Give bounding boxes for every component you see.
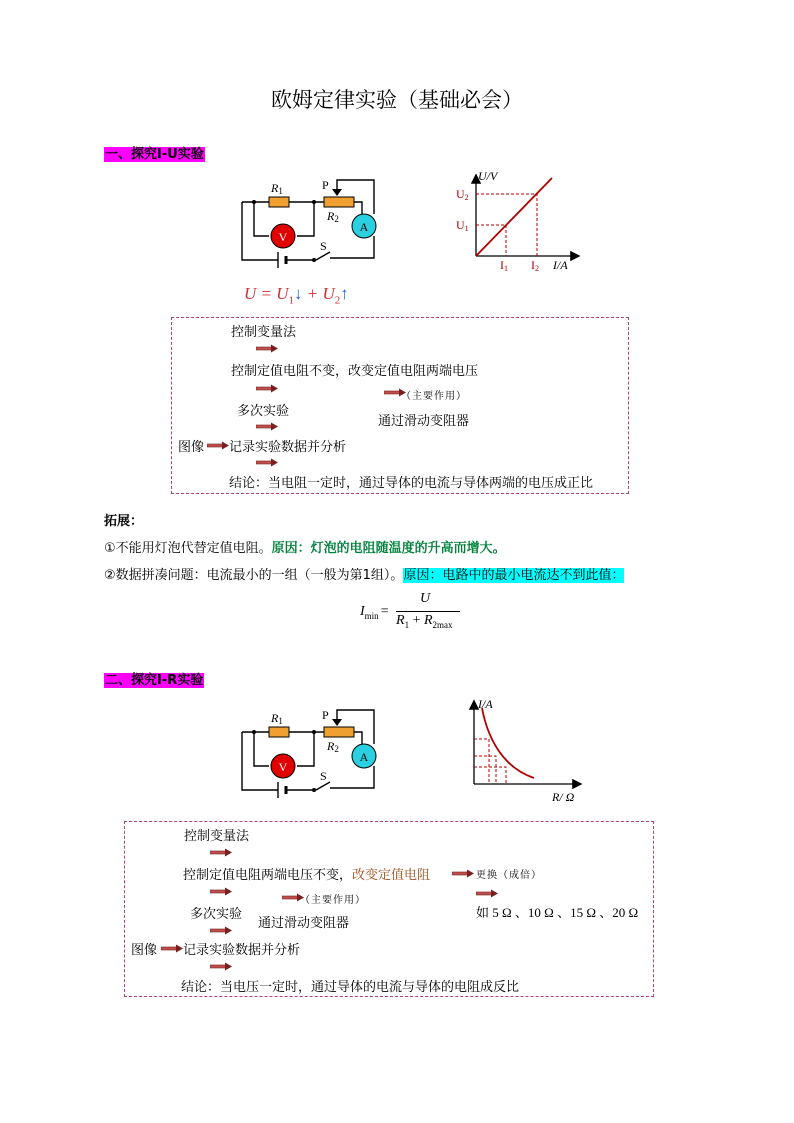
- arrow-icon: [210, 887, 232, 896]
- ext-heading: 拓展：: [104, 514, 144, 529]
- ext-point2: ②数据拼凑问题：电流最小的一组（一般为第1组）。原因：电路中的最小电流达不到此值：: [104, 568, 625, 583]
- arrow-icon: [256, 344, 278, 353]
- slider-p-label: P: [322, 708, 329, 722]
- graph2-ylabel: I/A: [478, 697, 493, 711]
- section1-heading: 一、探究I-U实验: [105, 147, 204, 162]
- box2-line4: 记录实验数据并分析: [183, 943, 301, 958]
- box2-line2: 控制定值电阻两端电压不变，改变定值电阻: [183, 868, 431, 883]
- box1-line3: 多次实验: [237, 404, 290, 419]
- arrow-icon: [256, 384, 278, 393]
- ammeter-label: A: [359, 220, 369, 234]
- r2-label: R2: [327, 209, 339, 224]
- r1-label: R1: [271, 181, 283, 196]
- slider-p-label: P: [322, 178, 329, 192]
- box1-conclusion: 结论：当电阻一定时，通过导体的电流与导体两端的电压成正比: [229, 476, 594, 491]
- box2-line1: 控制变量法: [184, 829, 250, 844]
- box2-side-text: 通过滑动变阻器: [258, 916, 350, 931]
- voltmeter-label: V: [278, 760, 288, 774]
- circuit-diagram-2: [234, 700, 384, 804]
- box1-side-text: 通过滑动变阻器: [378, 414, 470, 429]
- arrow-icon: [452, 869, 474, 878]
- arrow-icon: [210, 962, 232, 971]
- box2-line3: 多次实验: [190, 907, 243, 922]
- page-title: 欧姆定律实验（基础必会）: [271, 88, 523, 112]
- u1-label: U1: [456, 218, 469, 233]
- switch-s-label: S: [320, 239, 327, 253]
- arrow-icon: [256, 458, 278, 467]
- i1-label: I1: [500, 258, 508, 273]
- r1-label: R1: [271, 711, 283, 726]
- box1-side-note: （主要作用）: [401, 391, 467, 402]
- arrow-icon: [256, 422, 278, 431]
- graph1-xlabel: I/A: [553, 258, 568, 272]
- box2-swap-note: 更换（成倍）: [476, 870, 542, 881]
- section2-heading: 二、探究I-R实验: [105, 673, 204, 688]
- box2-side-note: （主要作用）: [300, 895, 366, 906]
- box1-graph-label: 图像: [178, 440, 205, 455]
- box1-line4: 记录实验数据并分析: [229, 440, 347, 455]
- arrow-icon: [476, 889, 498, 898]
- arrow-icon: [161, 944, 183, 953]
- box2-values: 如 5 Ω 、10 Ω 、15 Ω 、20 Ω: [476, 905, 639, 920]
- ext-point1: ①不能用灯泡代替定值电阻。原因：灯泡的电阻随温度的升高而增大。: [104, 541, 506, 556]
- box1-line1: 控制变量法: [231, 325, 297, 340]
- ir-graph-2: [452, 694, 592, 806]
- ammeter-label: A: [359, 750, 369, 764]
- graph1-ylabel: U/V: [478, 169, 498, 183]
- r2-label: R2: [327, 739, 339, 754]
- circuit-diagram-1: [234, 170, 384, 274]
- switch-s-label: S: [320, 769, 327, 783]
- graph2-xlabel: R/ Ω: [552, 790, 575, 804]
- box2-conclusion: 结论：当电压一定时，通过导体的电流与导体的电阻成反比: [181, 980, 520, 995]
- ui-graph-1: [452, 168, 592, 278]
- voltmeter-label: V: [278, 230, 288, 244]
- arrow-icon: [210, 848, 232, 857]
- down-arrow-icon: ↓: [294, 284, 303, 303]
- arrow-icon: [207, 441, 229, 450]
- box2-graph-label: 图像: [131, 943, 158, 958]
- box1-line2: 控制定值电阻不变，改变定值电阻两端电压: [231, 364, 479, 379]
- u2-label: U2: [456, 187, 469, 202]
- arrow-icon: [210, 926, 232, 935]
- i2-label: I2: [531, 258, 539, 273]
- voltage-formula: $U = U_1↓$ + $U_2↑$: [244, 284, 349, 307]
- up-arrow-icon: ↑: [340, 284, 349, 303]
